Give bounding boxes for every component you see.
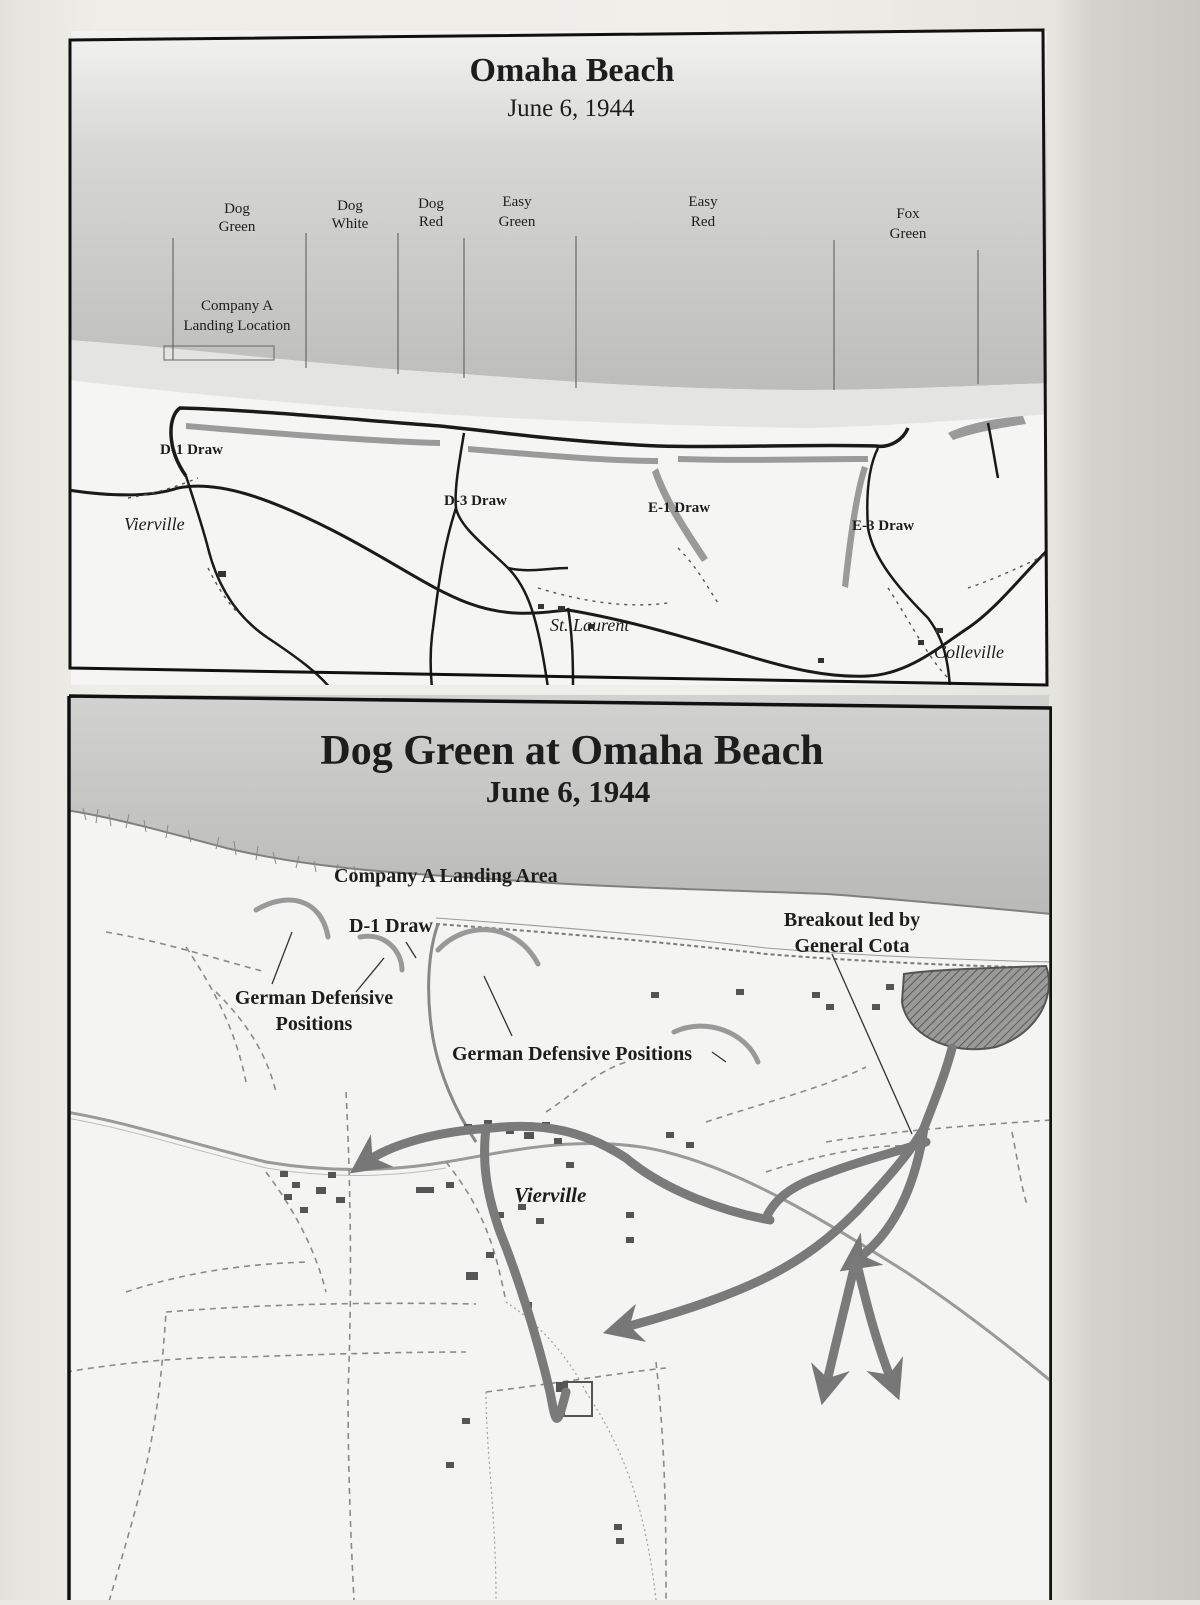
sector-dog-red-l1: Dog — [418, 196, 444, 212]
omaha-beach-map-svg — [68, 28, 1050, 688]
defensive-left-l1: German Defensive — [234, 987, 394, 1009]
town-vierville: Vierville — [514, 1183, 587, 1207]
defensive-right-label: German Defensive Positions — [452, 1043, 692, 1065]
sector-easy-green-l2: Green — [498, 214, 536, 230]
sector-easy-red-l2: Red — [690, 214, 716, 230]
landing-location-l2: Landing Location — [183, 318, 291, 334]
sector-dog-green-l1: Dog — [224, 201, 250, 217]
landing-area-label: Company A Landing Area — [334, 865, 558, 887]
dog-green-map — [66, 692, 1052, 1600]
map2-date: June 6, 1944 — [485, 774, 651, 809]
d1-draw-label: D-1 Draw — [160, 442, 223, 458]
sector-fox-green-l2: Green — [889, 226, 927, 242]
map1-title: Omaha Beach — [469, 52, 675, 89]
sector-easy-red-l1: Easy — [688, 194, 718, 210]
sector-fox-green-l1: Fox — [896, 206, 920, 222]
d1-draw-label: D-1 Draw — [349, 915, 433, 937]
e1-draw-label: E-1 Draw — [648, 500, 711, 516]
sector-dog-green-l2: Green — [218, 219, 256, 235]
sector-dog-white-l2: White — [331, 216, 369, 232]
defensive-left-l2: Positions — [275, 1013, 353, 1035]
town-vierville: Vierville — [124, 514, 185, 534]
d3-draw-label: D-3 Draw — [444, 493, 507, 509]
e3-draw-label: E-3 Draw — [852, 518, 915, 534]
map1-date: June 6, 1944 — [507, 95, 635, 122]
breakout-label-l1: Breakout led by — [783, 909, 921, 931]
dog-green-map-svg — [66, 692, 1052, 1600]
landing-location-l1: Company A — [200, 298, 274, 314]
sector-easy-green-l1: Easy — [502, 194, 532, 210]
omaha-beach-map — [68, 28, 1050, 688]
breakout-label-l2: General Cota — [794, 935, 910, 957]
sector-dog-white-l1: Dog — [337, 198, 363, 214]
map2-title: Dog Green at Omaha Beach — [320, 728, 824, 774]
town-st-laurent: St. Laurent — [550, 615, 630, 635]
town-colleville: Colleville — [934, 642, 1004, 662]
sector-dog-red-l2: Red — [418, 214, 444, 230]
